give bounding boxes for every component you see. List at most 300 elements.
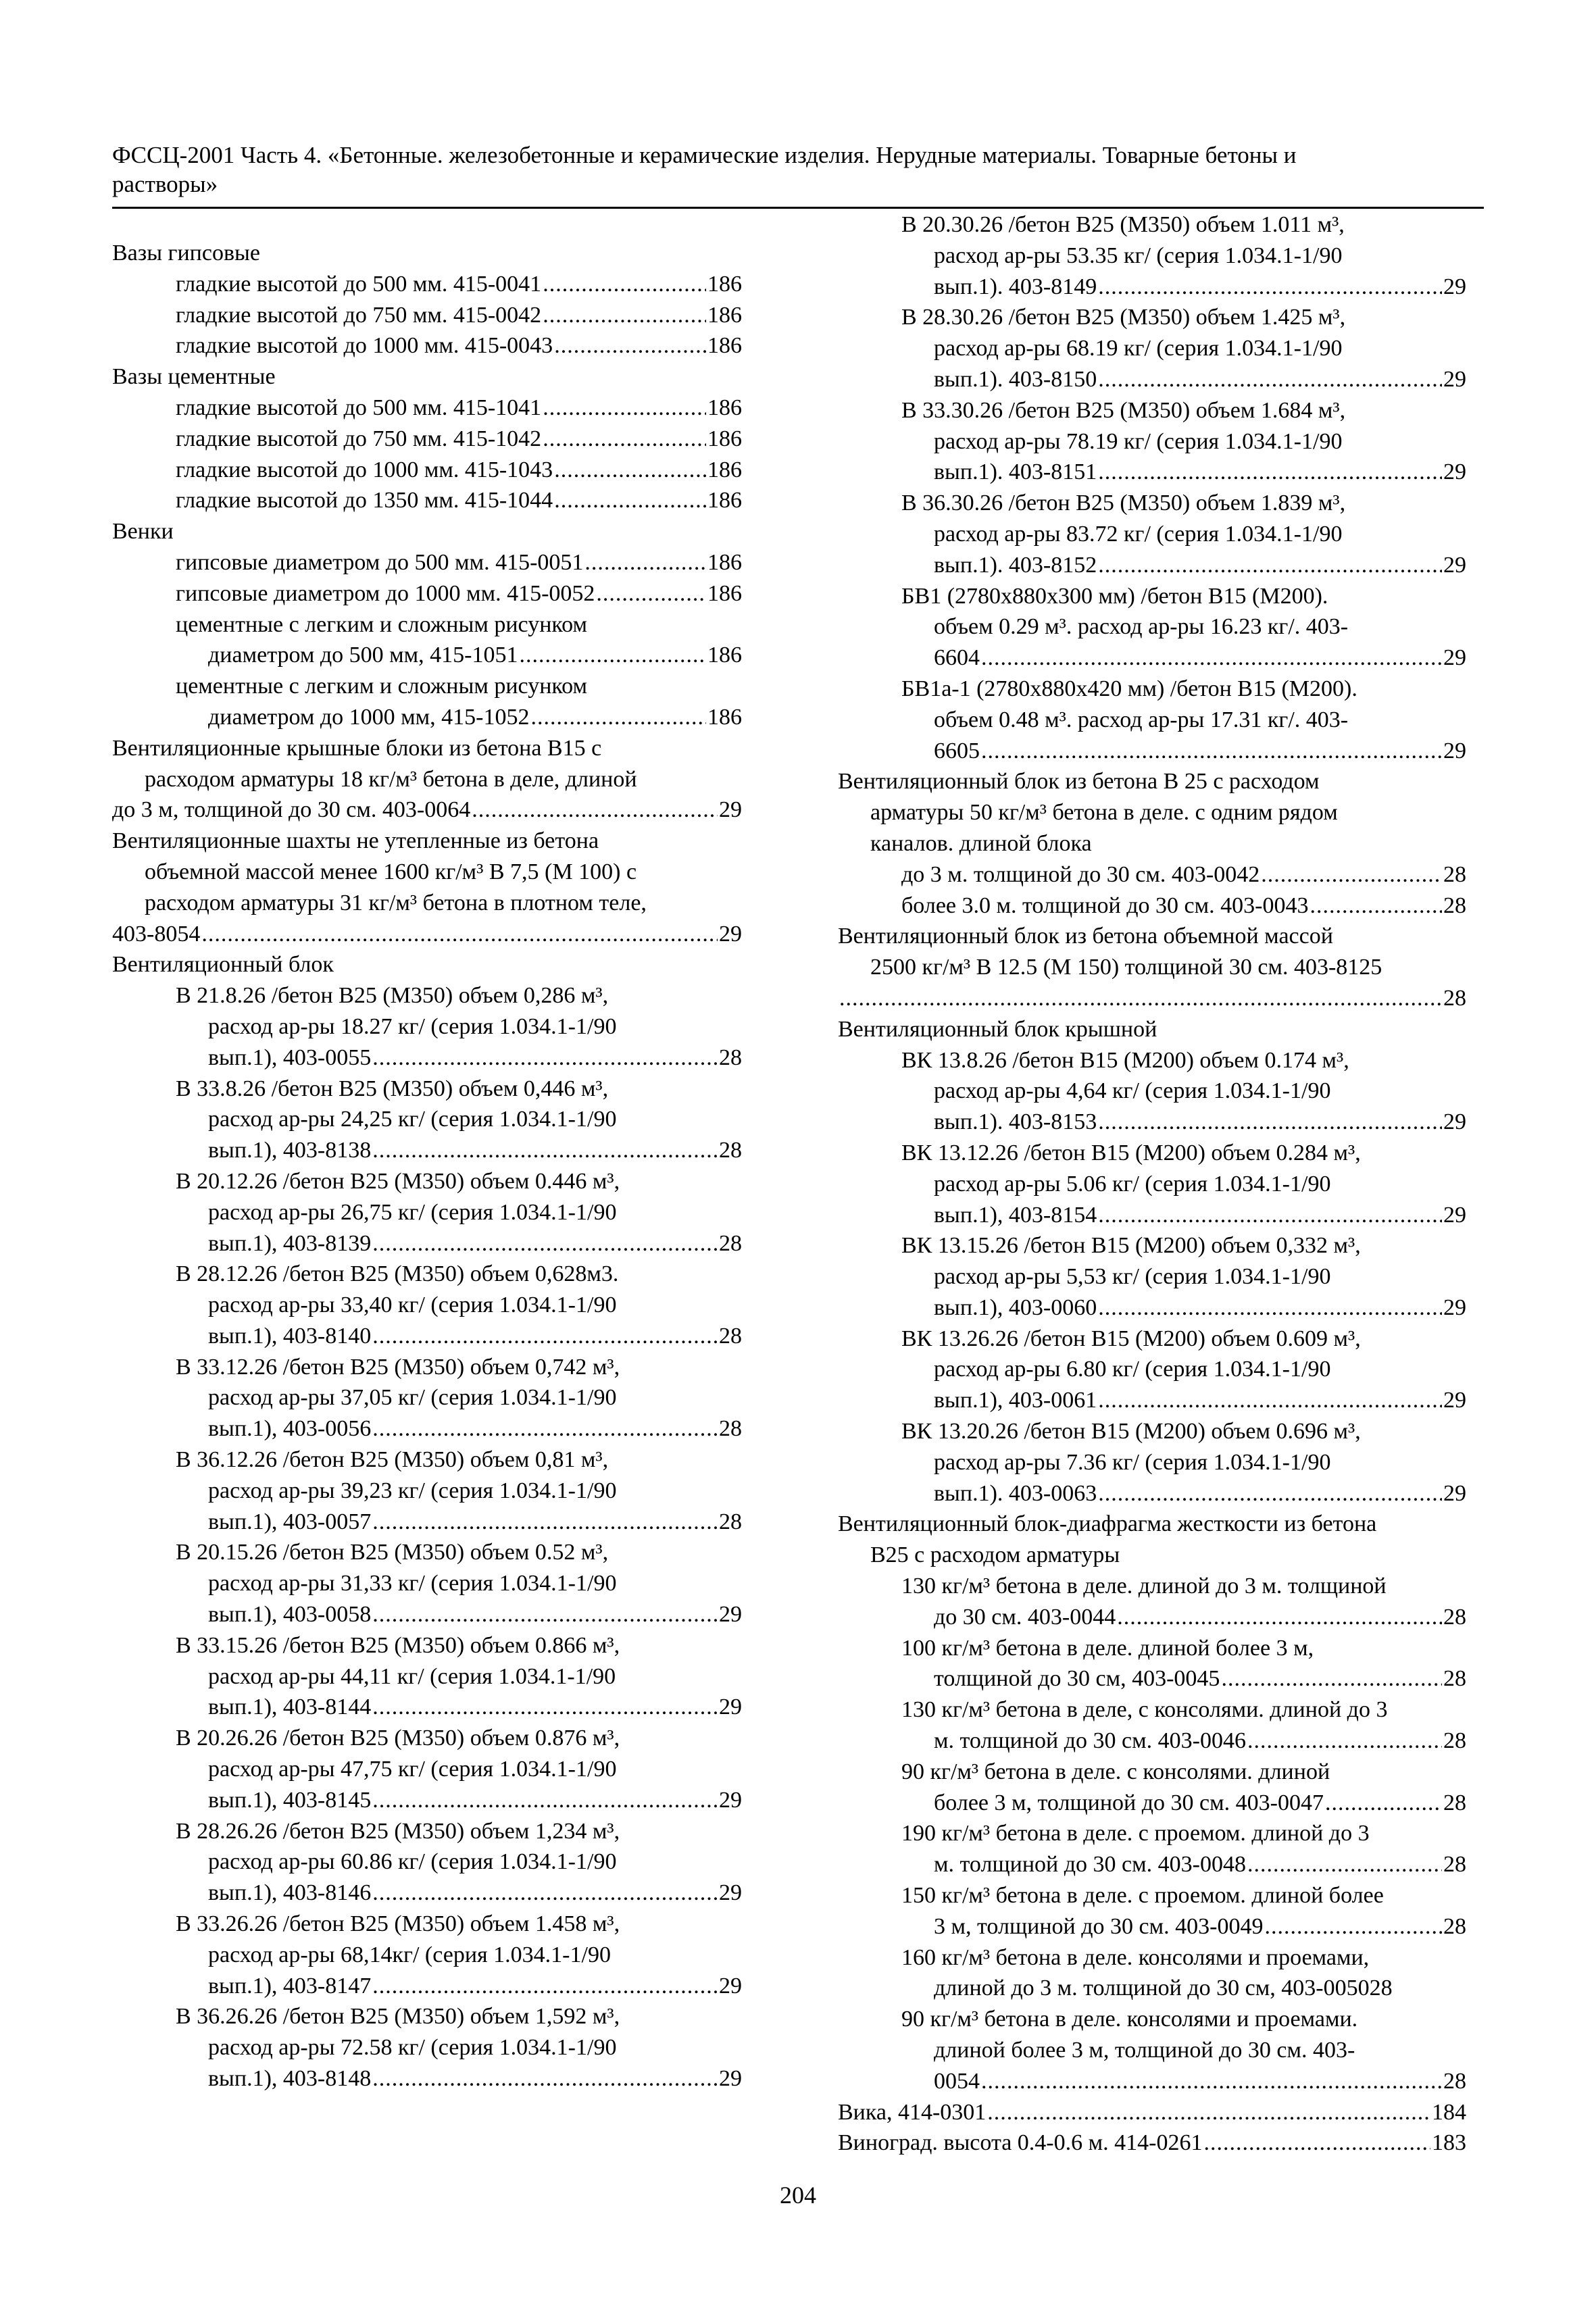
entry-line: расход ар-ры 47,75 кг/ (серия 1.034.1-1/90 — [208, 1757, 617, 1782]
dot-leader — [981, 2066, 1442, 2097]
page-ref: 186 — [707, 704, 742, 730]
dot-leader — [1261, 859, 1442, 890]
entry-leader-line — [901, 364, 1466, 395]
entry-final-text: до 3 м. толщиной до 30 см. 403-0042 — [901, 861, 1260, 887]
dot-leader — [1247, 1726, 1442, 1757]
entry-final-text: гладкие высотой до 750 мм. 415-0042 — [176, 302, 542, 328]
page-ref: 28 — [1443, 2068, 1466, 2094]
entry-line: арматуры 50 кг/м³ бетона в деле. с одним рядом — [870, 800, 1338, 826]
entry-line: объем 0.29 м³. расход ар-ры 16.23 кг/. 403- — [934, 614, 1349, 640]
page-ref: 28 — [719, 1138, 742, 1163]
dot-leader — [372, 1971, 718, 2002]
entry-final-text: вып.1), 403-0060 — [934, 1294, 1097, 1320]
index-entry — [112, 671, 742, 733]
entry-final-text: вып.1), 403-8154 — [934, 1202, 1097, 1228]
entry-line: ВК 13.12.26 /бетон В15 (М200) объем 0.284 м³, — [901, 1140, 1361, 1165]
dot-leader — [981, 736, 1442, 767]
entry-line: ВК 13.20.26 /бетон В15 (М200) объем 0.696 м³, — [901, 1419, 1361, 1444]
entry-leader-line — [176, 424, 742, 455]
entry-final-text: толщиной до 30 см, 403-0045 — [934, 1666, 1220, 1692]
dot-leader — [1098, 364, 1442, 395]
entry-line: Вентиляционные шахты не утепленные из бетона — [112, 828, 599, 854]
index-entry — [112, 455, 742, 486]
page-ref: 29 — [719, 1602, 742, 1628]
entry-line: длиной более 3 м, толщиной до 30 см. 403- — [934, 2038, 1355, 2063]
index-entry — [112, 609, 742, 672]
entry-line: расход ар-ры 33,40 кг/ (серия 1.034.1-1/90 — [208, 1292, 617, 1318]
index-entry — [838, 1757, 1466, 1819]
entry-leader-line — [176, 1599, 742, 1630]
entry-line: Вентиляционные крышные блоки из бетона В15 с — [112, 735, 602, 761]
entry-line: В 36.30.26 /бетон В25 (М350) объем 1.839 м³, — [901, 491, 1346, 516]
index-entry — [112, 1166, 742, 1259]
entry-leader-line — [838, 983, 1466, 1014]
page-ref: 29 — [1443, 274, 1466, 299]
entry-line: объемной массой менее 1600 кг/м³ В 7,5 (М 100) с — [145, 859, 637, 884]
entry-leader-line — [176, 2063, 742, 2094]
entry-text — [176, 1444, 742, 1507]
entry-line: объем 0.48 м³. расход ар-ры 17.31 кг/. 403- — [934, 707, 1349, 732]
entry-text — [176, 609, 742, 640]
dot-leader — [987, 2097, 1430, 2128]
dot-leader — [372, 1692, 718, 1723]
entry-text — [838, 1509, 1466, 1571]
entry-leader-line — [838, 2097, 1466, 2128]
entry-final-text: вып.1). 403-8152 — [934, 552, 1097, 578]
entry-line: 2500 кг/м³ В 12.5 (М 150) толщиной 30 см. 403-8125 — [870, 955, 1382, 980]
dot-leader — [1117, 1602, 1442, 1633]
index-entry — [112, 516, 742, 547]
entry-line: расход ар-ры 18.27 кг/ (серия 1.034.1-1/90 — [208, 1013, 617, 1039]
entry-line: расход ар-ры 26,75 кг/ (серия 1.034.1-1/90 — [208, 1199, 617, 1225]
entry-final-text: диаметром до 500 мм, 415-1051 — [208, 643, 518, 668]
entry-text — [901, 488, 1466, 550]
entry-line: расход ар-ры 39,23 кг/ (серия 1.034.1-1/90 — [208, 1478, 617, 1503]
entry-text — [901, 1818, 1466, 1849]
entry-line: В 36.12.26 /бетон В25 (М350) объем 0,81 м³, — [176, 1447, 609, 1473]
entry-final-text: вып.1), 403-0055 — [208, 1045, 372, 1070]
entry-text — [901, 1633, 1466, 1664]
index-entry — [838, 1138, 1466, 1230]
entry-final-text: диаметром до 1000 мм, 415-1052 — [208, 704, 530, 730]
entry-line: В 33.30.26 /бетон В25 (М350) объем 1.684 м³, — [901, 397, 1346, 423]
entry-line: расход ар-ры 31,33 кг/ (серия 1.034.1-1/90 — [208, 1571, 617, 1596]
entry-text — [176, 671, 742, 702]
index-entry — [112, 980, 742, 1073]
entry-line: В25 с расходом арматуры — [870, 1542, 1120, 1568]
entry-text — [901, 1230, 1466, 1292]
page-ref: 186 — [707, 457, 742, 482]
index-entry — [838, 859, 1466, 890]
page-ref: 28 — [1443, 1852, 1466, 1878]
dot-leader — [596, 578, 706, 609]
index-entry — [112, 1537, 742, 1630]
index-entry — [838, 395, 1466, 488]
dot-leader — [1098, 1478, 1442, 1509]
index-entry — [112, 578, 742, 609]
entry-line: расход ар-ры 5.06 кг/ (серия 1.034.1-1/90 — [934, 1171, 1331, 1197]
entry-final-text: вып.1), 403-8138 — [208, 1138, 372, 1163]
page-ref: 186 — [707, 426, 742, 451]
index-entry — [838, 674, 1466, 766]
entry-text — [901, 1942, 1466, 2005]
entry-leader-line — [838, 2128, 1466, 2159]
dot-leader — [554, 330, 706, 361]
entry-line: цементные с легким и сложным рисунком — [176, 674, 588, 699]
entry-final-text: м. толщиной до 30 см. 403-0048 — [934, 1852, 1246, 1878]
entry-leader-line — [176, 485, 742, 516]
index-entry — [838, 1416, 1466, 1509]
entry-final-text: вып.1), 403-0057 — [208, 1509, 372, 1534]
index-entry — [838, 1045, 1466, 1138]
index-entry — [112, 485, 742, 516]
entry-final-text: Виноград. высота 0.4-0.6 м. 414-0261 — [838, 2130, 1203, 2156]
index-entry — [112, 1259, 742, 1351]
dot-leader — [1098, 272, 1442, 303]
header-rule — [112, 207, 1484, 209]
entry-line: ВК 13.8.26 /бетон В15 (М200) объем 0.174 м³, — [901, 1047, 1349, 1073]
index-entry — [112, 826, 742, 949]
entry-line: расход ар-ры 5,53 кг/ (серия 1.034.1-1/90 — [934, 1264, 1331, 1290]
dot-leader — [1247, 1849, 1442, 1880]
index-heading: Вазы гипсовые — [112, 241, 260, 266]
entry-text — [112, 733, 742, 795]
entry-line: расход ар-ры 68.19 кг/ (серия 1.034.1-1/90 — [934, 336, 1343, 361]
entry-line: БВ1 (2780х880х300 мм) /бетон В15 (М200). — [901, 583, 1328, 609]
dot-leader — [372, 1228, 718, 1259]
entry-final-text: 403-8054 — [112, 921, 201, 947]
page-ref: 28 — [1443, 1913, 1466, 1939]
dot-leader — [839, 983, 1442, 1014]
entry-line: В 20.12.26 /бетон В25 (М350) объем 0.446 м³, — [176, 1168, 620, 1194]
dot-leader — [1098, 1107, 1442, 1138]
dot-leader — [372, 1507, 718, 1538]
entry-leader-line — [176, 702, 742, 733]
entry-leader-line — [901, 643, 1466, 674]
entry-text — [901, 1416, 1466, 1478]
entry-leader-line — [176, 1135, 742, 1166]
entry-line: расход ар-ры 4,64 кг/ (серия 1.034.1-1/90 — [934, 1078, 1331, 1104]
page-ref: 29 — [1443, 1109, 1466, 1135]
entry-text — [176, 1816, 742, 1878]
page-ref: 186 — [707, 333, 742, 359]
entry-leader-line — [901, 859, 1466, 890]
entry-final-text: гипсовые диаметром до 500 мм. 415-0051 — [176, 549, 584, 575]
entry-text — [901, 1571, 1466, 1602]
dot-leader — [584, 547, 706, 578]
entry-leader-line — [901, 1602, 1466, 1633]
entry-line: В 36.26.26 /бетон В25 (М350) объем 1,592 м³, — [176, 2004, 620, 2030]
entry-text — [176, 1723, 742, 1785]
dot-leader — [1203, 2128, 1430, 2159]
entry-final-text: вып.1), 403-8147 — [208, 1973, 372, 1998]
entry-final-text: вып.1). 403-0063 — [934, 1480, 1097, 1506]
entry-text — [176, 1352, 742, 1414]
entry-final-text: вып.1), 403-8139 — [208, 1230, 372, 1256]
entry-text — [901, 209, 1466, 272]
page-ref: 186 — [707, 488, 742, 513]
entry-line: В 20.15.26 /бетон В25 (М350) объем 0.52 м³, — [176, 1540, 609, 1565]
entry-leader-line — [176, 300, 742, 331]
index-entry — [838, 1694, 1466, 1757]
entry-line: расход ар-ры 72.58 кг/ (серия 1.034.1-1/90 — [208, 2035, 617, 2061]
dot-leader — [372, 1785, 718, 1816]
dot-leader — [554, 455, 706, 486]
index-entry — [838, 581, 1466, 674]
entry-leader-line — [901, 1200, 1466, 1231]
entry-final-text: вып.1), 403-8145 — [208, 1787, 372, 1813]
index-heading: Вазы цементные — [112, 364, 276, 390]
entry-final-text: вып.1), 403-8140 — [208, 1323, 372, 1349]
entry-final-text: более 3 м, толщиной до 30 см. 403-0047 — [934, 1790, 1324, 1815]
index-entry — [838, 766, 1466, 859]
entry-final-text: гладкие высотой до 1000 мм. 415-1043 — [176, 457, 553, 482]
entry-line: 150 кг/м³ бетона в деле. с проемом. длиной более — [901, 1883, 1384, 1909]
entry-text — [838, 766, 1466, 859]
entry-text — [901, 1757, 1466, 1788]
entry-final-text: м. толщиной до 30 см. 403-0046 — [934, 1728, 1246, 1754]
entry-leader-line — [176, 1971, 742, 2002]
entry-line: В 28.30.26 /бетон В25 (М350) объем 1.425 м³, — [901, 305, 1346, 330]
page-ref: 28 — [1443, 1790, 1466, 1815]
entry-leader-line — [901, 1911, 1466, 1942]
entry-final-text: 6604 — [934, 645, 980, 671]
entry-text — [901, 581, 1466, 643]
entry-final-text: гладкие высотой до 1000 мм. 415-0043 — [176, 333, 553, 359]
entry-line: 130 кг/м³ бетона в деле. длиной до 3 м. толщиной — [901, 1574, 1387, 1599]
page-ref: 29 — [1443, 1202, 1466, 1228]
dot-leader — [543, 393, 706, 424]
page-ref: 29 — [719, 1787, 742, 1813]
dot-leader — [372, 2063, 718, 2094]
entry-text — [901, 302, 1466, 364]
index-entry — [112, 547, 742, 578]
page-ref: 29 — [1443, 552, 1466, 578]
page-ref: 28 — [719, 1323, 742, 1349]
dot-leader — [531, 702, 707, 733]
dot-leader — [543, 424, 706, 455]
entry-line: расход ар-ры 68,14кг/ (серия 1.034.1-1/90 — [208, 1942, 611, 1967]
entry-leader-line — [176, 1228, 742, 1259]
entry-leader-line — [176, 1042, 742, 1074]
index-entry — [112, 1352, 742, 1444]
entry-line: 130 кг/м³ бетона в деле, с консолями. длиной до 3 — [901, 1697, 1388, 1723]
entry-line: В 20.26.26 /бетон В25 (М350) объем 0.876 м³, — [176, 1726, 620, 1751]
entry-line: В 33.26.26 /бетон В25 (М350) объем 1.458 м³, — [176, 1911, 620, 1937]
entry-line: длиной до 3 м. толщиной до 30 см, 403-005028 — [934, 1976, 1393, 2001]
index-entry — [838, 209, 1466, 302]
page-ref: 28 — [719, 1045, 742, 1070]
entry-line: В 33.15.26 /бетон В25 (М350) объем 0.866 м³, — [176, 1632, 620, 1658]
header-line-2: растворы» — [112, 171, 218, 197]
entry-line: расход ар-ры 44,11 кг/ (серия 1.034.1-1/90 — [208, 1663, 616, 1689]
entry-final-text: гладкие высотой до 750 мм. 415-1042 — [176, 426, 542, 451]
entry-leader-line — [176, 330, 742, 361]
page-ref: 29 — [1443, 738, 1466, 763]
page-ref: 186 — [707, 549, 742, 575]
entry-line: 190 кг/м³ бетона в деле. с проемом. длиной до 3 — [901, 1821, 1370, 1846]
entry-leader-line — [112, 919, 742, 950]
entry-leader-line — [901, 1478, 1466, 1509]
entry-line: каналов. длиной блока — [870, 830, 1092, 856]
entry-line: цементные с легким и сложным рисунком — [176, 611, 588, 637]
entry-leader-line — [901, 550, 1466, 581]
entry-line: расходом арматуры 31 кг/м³ бетона в плотном теле, — [145, 890, 647, 915]
entry-final-text: 3 м, толщиной до 30 см. 403-0049 — [934, 1913, 1264, 1939]
entry-line: В 33.12.26 /бетон В25 (М350) объем 0,742 м³, — [176, 1354, 620, 1380]
entry-line: Вентиляционный блок из бетона объемной массой — [838, 924, 1333, 949]
entry-leader-line — [112, 795, 742, 826]
entry-line: 100 кг/м³ бетона в деле. длиной более 3 м, — [901, 1635, 1314, 1661]
entry-leader-line — [176, 455, 742, 486]
page-ref: 28 — [719, 1416, 742, 1442]
entry-leader-line — [901, 1849, 1466, 1880]
index-entry — [112, 1816, 742, 1909]
entry-final-text: вып.1), 403-0061 — [934, 1388, 1097, 1413]
entry-text — [176, 1166, 742, 1228]
entry-final-text: 0054 — [934, 2068, 980, 2094]
dot-leader — [372, 1599, 718, 1630]
entry-line: расход ар-ры 37,05 кг/ (серия 1.034.1-1/90 — [208, 1385, 617, 1411]
page-ref: 28 — [1443, 985, 1466, 1011]
entry-final-text: гипсовые диаметром до 1000 мм. 415-0052 — [176, 580, 595, 606]
entry-final-text: вып.1). 403-8151 — [934, 459, 1097, 485]
entry-leader-line — [176, 393, 742, 424]
index-entry — [838, 1324, 1466, 1416]
entry-line: БВ1а-1 (2780х880х420 мм) /бетон В15 (М200). — [901, 676, 1357, 701]
page-ref: 28 — [1443, 892, 1466, 918]
entry-leader-line — [176, 1507, 742, 1538]
entry-leader-line — [901, 1663, 1466, 1694]
entry-line: расход ар-ры 24,25 кг/ (серия 1.034.1-1/90 — [208, 1107, 617, 1132]
index-entry — [838, 1818, 1466, 1880]
page-ref: 186 — [707, 580, 742, 606]
entry-line: расход ар-ры 7.36 кг/ (серия 1.034.1-1/90 — [934, 1449, 1331, 1475]
index-entry — [112, 300, 742, 331]
entry-text — [901, 674, 1466, 736]
dot-leader — [1264, 1911, 1442, 1942]
dot-leader — [543, 269, 706, 300]
entry-text — [901, 1324, 1466, 1386]
entry-line: В 21.8.26 /бетон В25 (М350) объем 0,286 м³, — [176, 983, 609, 1009]
dot-leader — [543, 300, 706, 331]
page-ref: 28 — [719, 1230, 742, 1256]
dot-leader — [372, 1878, 718, 1909]
page-ref: 29 — [1443, 366, 1466, 392]
page-ref: 183 — [1432, 2130, 1466, 2156]
entry-line: расход ар-ры 53.35 кг/ (серия 1.034.1-1/90 — [934, 243, 1343, 268]
entry-text — [176, 1537, 742, 1599]
entry-final-text: вып.1). 403-8149 — [934, 274, 1097, 299]
dot-leader — [1098, 550, 1442, 581]
entry-text — [112, 826, 742, 918]
entry-leader-line — [901, 1788, 1466, 1819]
index-entry — [112, 1630, 742, 1723]
entry-leader-line — [176, 547, 742, 578]
entry-leader-line — [176, 269, 742, 300]
dot-leader — [1098, 1200, 1442, 1231]
entry-text — [176, 1630, 742, 1692]
page-ref: 29 — [1443, 1480, 1466, 1506]
dot-leader — [981, 643, 1442, 674]
entry-line: ВК 13.15.26 /бетон В15 (М200) объем 0,332 м³, — [901, 1233, 1361, 1259]
page-ref: 28 — [719, 1509, 742, 1534]
entry-text — [838, 921, 1466, 983]
entry-text — [901, 1880, 1466, 1911]
entry-text — [901, 1045, 1466, 1107]
entry-line: Вентиляционный блок из бетона В 25 с расходом — [838, 769, 1320, 795]
entry-final-text: гладкие высотой до 500 мм. 415-0041 — [176, 271, 542, 297]
page-ref: 28 — [1443, 861, 1466, 887]
index-entry — [838, 302, 1466, 395]
entry-text — [901, 1694, 1466, 1726]
dot-leader — [372, 1321, 718, 1352]
entry-line: расход ар-ры 78.19 кг/ (серия 1.034.1-1/90 — [934, 428, 1343, 454]
entry-leader-line — [901, 1726, 1466, 1757]
entry-text — [176, 1259, 742, 1321]
dot-leader — [1098, 1292, 1442, 1324]
entry-final-text: до 30 см. 403-0044 — [934, 1604, 1116, 1630]
dot-leader — [472, 795, 718, 826]
dot-leader — [1098, 1385, 1442, 1416]
page-ref: 186 — [707, 395, 742, 420]
index-entry — [112, 361, 742, 393]
index-entry — [838, 1014, 1466, 1045]
index-entry — [112, 1444, 742, 1537]
entry-leader-line — [176, 1692, 742, 1723]
index-heading: Венки — [112, 519, 174, 545]
entry-leader-line — [901, 457, 1466, 488]
entry-leader-line — [176, 1878, 742, 1909]
entry-line: В 33.8.26 /бетон В25 (М350) объем 0,446 м³, — [176, 1076, 609, 1101]
index-entry — [838, 921, 1466, 1013]
index-entry — [838, 2097, 1466, 2128]
index-heading: Вентиляционный блок — [112, 952, 334, 978]
dot-leader — [372, 1135, 718, 1166]
index-entry — [838, 1230, 1466, 1323]
page-ref: 29 — [719, 2066, 742, 2092]
entry-final-text: вып.1), 403-8144 — [208, 1694, 372, 1720]
entry-final-text: гладкие высотой до 500 мм. 415-1041 — [176, 395, 542, 420]
entry-leader-line — [901, 272, 1466, 303]
entry-leader-line — [176, 1413, 742, 1444]
page-ref: 29 — [1443, 645, 1466, 671]
entry-leader-line — [176, 640, 742, 671]
entry-line: расходом арматуры 18 кг/м³ бетона в деле, длиной — [145, 766, 637, 792]
index-entry — [112, 424, 742, 455]
entry-text — [176, 1909, 742, 1971]
page-ref: 184 — [1432, 2099, 1466, 2125]
index-entry — [112, 1909, 742, 2001]
entry-line: 160 кг/м³ бетона в деле. консолями и проемами, — [901, 1944, 1370, 1970]
entry-final-text: вып.1), 403-8146 — [208, 1880, 372, 1906]
entry-leader-line — [901, 1107, 1466, 1138]
index-entry — [112, 238, 742, 269]
running-header — [112, 141, 1491, 199]
index-entry — [838, 890, 1466, 922]
index-entry — [112, 2001, 742, 2094]
entry-line: расход ар-ры 83.72 кг/ (серия 1.034.1-1/90 — [934, 521, 1343, 547]
page-number: 204 — [780, 2182, 816, 2209]
index-entry — [112, 1723, 742, 1815]
index-entry — [838, 2128, 1466, 2159]
entry-final-text: более 3.0 м. толщиной до 30 см. 403-0043 — [901, 892, 1309, 918]
page-ref: 29 — [1443, 459, 1466, 485]
entry-leader-line — [176, 1321, 742, 1352]
page-ref: 186 — [707, 302, 742, 328]
entry-text — [176, 1074, 742, 1136]
entry-leader-line — [901, 1385, 1466, 1416]
